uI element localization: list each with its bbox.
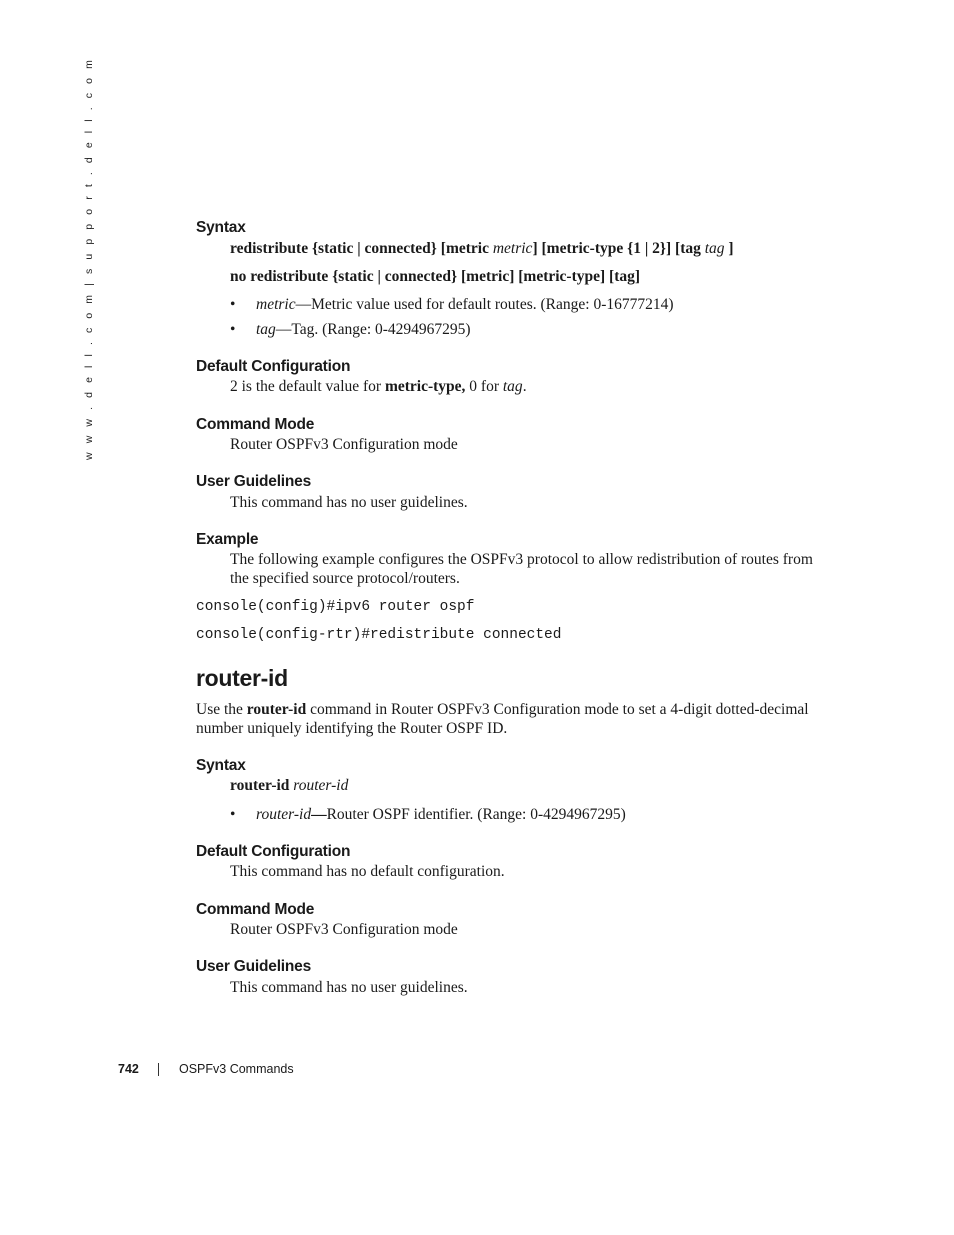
intro-line-1 [196,701,809,719]
bullet-term: metric [256,296,296,313]
user-guidelines-text: This command has no user guidelines. [230,979,468,996]
syntax-part: router-id [230,777,294,794]
command-mode-text: Router OSPFv3 Configuration mode [230,436,458,453]
default-config-text: This command has no default configuration. [230,863,505,880]
page-number: 742 [118,1062,139,1076]
code-line-1: console(config)#ipv6 router ospf [196,599,475,615]
command-mode-text: Router OSPFv3 Configuration mode [230,921,458,938]
bullet-text: —Tag. (Range: 0-4294967295) [275,321,471,338]
command-title: router-id [196,665,288,691]
text-run: 0 for [465,378,503,395]
bullet-term: router-id [256,806,312,823]
bullet-item-router-id [256,806,626,824]
syntax-part: redistribute {static | connected} [metric [230,240,493,257]
user-guidelines-heading: User Guidelines [196,958,312,975]
bullet-text: Router OSPF identifier. (Range: 0-4294967295) [326,806,626,823]
default-config-heading: Default Configuration [196,358,351,375]
syntax-param: metric [492,240,533,257]
user-guidelines-text: This command has no user guidelines. [230,494,468,511]
text-run: Use the [196,701,247,718]
syntax-line-2: no redistribute {static | connected} [metric] [metric-type] [tag] [230,268,641,285]
side-url-text: w w w . d e l l . c o m | s u p p o r t . d e l l . c o m [83,57,95,460]
bullet-glyph: • [230,296,236,313]
syntax-line-1 [230,240,734,258]
code-line-2: console(config-rtr)#redistribute connected [196,627,562,643]
command-mode-heading: Command Mode [196,416,315,433]
example-text-line-2: the specified source protocol/routers. [230,570,460,587]
example-text-line-1: The following example configures the OSPFv3 protocol to allow redistribution of routes from [230,551,813,568]
bullet-item-metric [256,296,674,314]
syntax-line [230,777,348,795]
bullet-item-tag [256,321,471,339]
user-guidelines-heading: User Guidelines [196,473,312,490]
syntax-heading: Syntax [196,219,246,236]
example-heading: Example [196,531,259,548]
command-mode-heading: Command Mode [196,901,315,918]
text-run-bold: router-id [246,701,307,718]
text-run-bold: metric-type, [384,378,466,395]
chapter-name: OSPFv3 Commands [179,1062,294,1076]
intro-line-2: number uniquely identifying the Router OSPF ID. [196,720,508,737]
syntax-part: ] [724,240,734,257]
bullet-glyph: • [230,321,236,338]
syntax-param: tag [704,240,725,257]
text-run-italic: tag [502,378,523,395]
bullet-glyph: • [230,806,236,823]
text-run: . [522,378,527,395]
syntax-heading: Syntax [196,757,246,774]
syntax-part: ] [metric-type {1 | 2}] [tag [532,240,705,257]
default-config-text [230,378,527,396]
footer-separator [158,1063,159,1076]
bullet-term: tag [256,321,276,338]
bullet-dash: — [311,806,327,823]
syntax-param: router-id [293,777,349,794]
text-run: 2 is the default value for [230,378,385,395]
bullet-text: —Metric value used for default routes. (Range: 0-16777214) [295,296,674,313]
text-run: command in Router OSPFv3 Configuration mode to set a 4-digit dotted-decimal [306,701,809,718]
default-config-heading: Default Configuration [196,843,351,860]
